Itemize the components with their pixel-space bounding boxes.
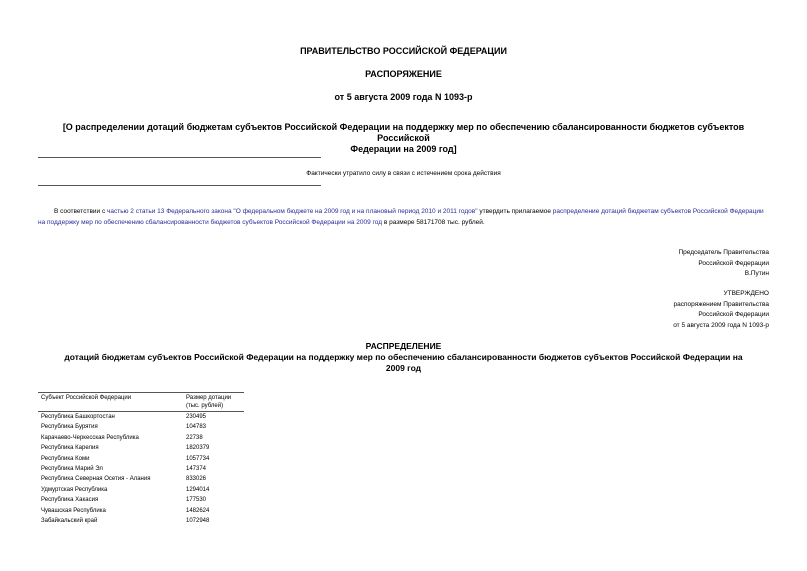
approval-line1: УТВЕРЖДЕНО — [723, 290, 769, 297]
table-row — [38, 422, 244, 432]
distribution-subheading-line2: 2009 год — [385, 363, 422, 373]
column-header-region: Субъект Российской Федерации — [38, 393, 183, 412]
table-header-row — [38, 393, 244, 412]
table-row — [38, 474, 244, 484]
distribution-subheading-line1: дотаций бюджетам субъектов Российской Федерации на поддержку мер по обеспечению сбалансированности бюджетов субъектов Российской Федерации на — [64, 352, 743, 362]
table-row — [38, 464, 244, 474]
approval-block — [673, 289, 769, 331]
amount-cell: 104783 — [186, 424, 207, 431]
region-cell: Карачаево-Черкесская Республика — [41, 434, 139, 441]
distribution-heading: РАСПРЕДЕЛЕНИЕ — [365, 341, 442, 351]
bottom-divider — [38, 185, 321, 186]
top-divider — [38, 157, 321, 158]
amount-cell: 1057734 — [186, 455, 210, 462]
paragraph-text-3: в размере 58171708 тыс. рублей. — [382, 219, 485, 226]
amount-cell: 1482624 — [186, 507, 210, 514]
column-header-amount — [183, 393, 244, 412]
table-row — [38, 485, 244, 495]
paragraph-text-1: В соответствии с — [54, 208, 108, 215]
amount-cell: 177530 — [186, 497, 207, 504]
approval-line3: Российской Федерации — [698, 311, 769, 318]
government-heading: ПРАВИТЕЛЬСТВО РОССИЙСКОЙ ФЕДЕРАЦИИ — [300, 46, 507, 56]
signature-line2: Российской Федерации — [698, 259, 769, 267]
table-row — [38, 506, 244, 516]
paragraph-text-2: утвердить прилагаемое — [477, 208, 553, 215]
region-cell: Удмуртская Республика — [41, 486, 108, 493]
column-header-amount-line1: Размер дотации — [186, 395, 232, 401]
region-cell: Республика Северная Осетия - Алания — [41, 476, 151, 483]
document-date-number: от 5 августа 2009 года N 1093-р — [334, 92, 473, 102]
distribution-subheading — [36, 352, 771, 374]
status-note: Фактически утратило силу в связи с истечением срока действия — [306, 170, 501, 177]
document-type: РАСПОРЯЖЕНИЕ — [365, 69, 442, 79]
distribution-table — [38, 392, 244, 526]
distribution-link[interactable]: распределение дотаций бюджетам субъектов Российской Федерации на поддержку мер по обеспечению сбалансированности бюджетов субъектов Российской Федерации на 2009 год — [38, 208, 764, 226]
region-cell: Республика Марий Эл — [41, 466, 103, 473]
signature-line3: В.Путин — [744, 270, 769, 277]
table-row — [38, 495, 244, 505]
table-row — [38, 454, 244, 464]
amount-cell: 22738 — [186, 434, 203, 441]
document-title-line2: Федерации на 2009 год] — [350, 144, 457, 154]
amount-cell: 1820379 — [186, 445, 210, 452]
table-row — [38, 443, 244, 453]
amount-cell: 147374 — [186, 466, 207, 473]
amount-cell: 1072948 — [186, 518, 210, 525]
region-cell: Республика Коми — [41, 455, 90, 462]
table-row — [38, 433, 244, 443]
table-row — [38, 516, 244, 526]
document-title — [36, 122, 771, 155]
table-row — [38, 412, 244, 423]
amount-cell: 833026 — [186, 476, 207, 483]
column-header-amount-line2: (тыс. рублей) — [186, 403, 224, 409]
region-cell: Республика Бурятия — [41, 424, 98, 431]
signature-line1: Председатель Правительства — [678, 249, 769, 256]
law-reference-link[interactable]: частью 2 статьи 13 Федерального закона "О федеральном бюджете на 2009 год и на плановый период 2010 и 2011 годов" — [107, 208, 478, 215]
region-cell: Забайкальский край — [41, 518, 98, 525]
approval-line2: распоряжением Правительства — [673, 300, 769, 308]
region-cell: Республика Карелия — [41, 445, 99, 452]
region-cell: Республика Башкортостан — [41, 414, 115, 420]
amount-cell: 230495 — [186, 414, 207, 420]
region-cell: Чувашская Республика — [41, 507, 106, 514]
approval-line4: от 5 августа 2009 года N 1093-р — [673, 321, 769, 329]
signature-block — [678, 248, 769, 280]
document-title-line1: [О распределении дотаций бюджетам субъектов Российской Федерации на поддержку мер по обеспечению сбалансированности бюджетов субъектов Российской — [62, 122, 745, 143]
region-cell: Республика Хакасия — [41, 497, 99, 504]
amount-cell: 1294014 — [186, 486, 210, 493]
main-paragraph — [38, 206, 768, 228]
